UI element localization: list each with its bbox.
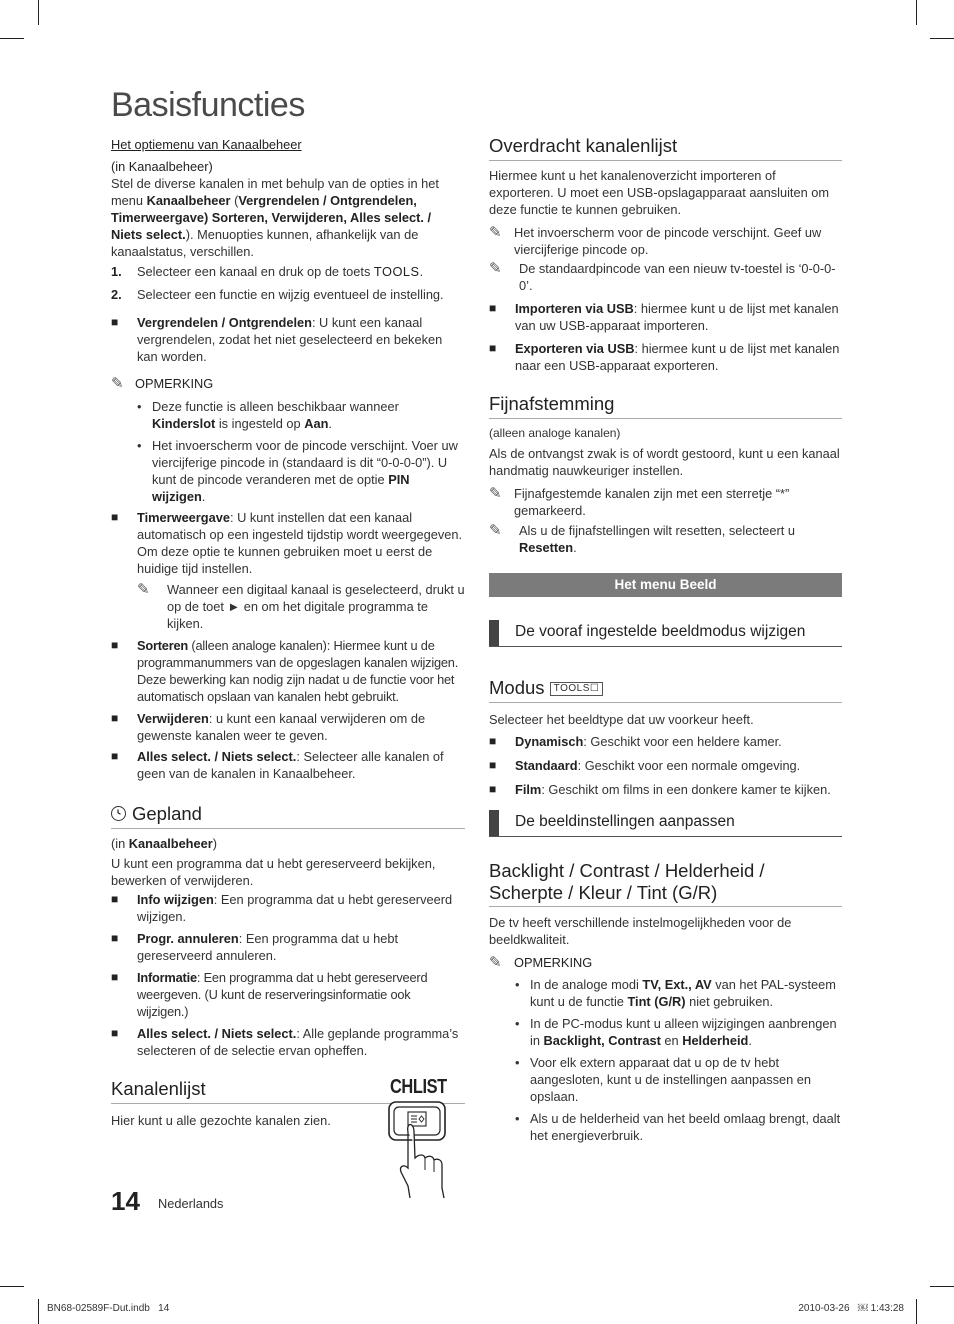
note-bullet-2: • Het invoerscherm voor de pincode verschijnt. Voer uw viercijferige pincode in (standaard is dit “0-0-0-0”). U kunt de pincode veranderen met de optie PIN wijzigen. bbox=[137, 438, 458, 504]
list-item-alles-select: ■ Alles select. / Niets select.: Selecteer alle kanalen of geen van de kanalen in Kanaalbeheer. bbox=[111, 749, 444, 781]
list-item-standaard: ■ Standaard: Geschikt voor een normale omgeving. bbox=[489, 758, 801, 773]
pencil-note-icon: ✎ bbox=[489, 224, 502, 241]
note-bullet-r3: • Voor elk extern apparaat dat u op de tv hebt aangesloten, kunt u de instellingen aanpassen en opslaan. bbox=[515, 1055, 812, 1104]
note-bullet-r2: • In de PC-modus kunt u alleen wijzigingen aanbrengen in Backlight, Contrast en Helderheid. bbox=[515, 1016, 837, 1048]
modus-intro: Selecteer het beeldtype dat uw voorkeur heeft. bbox=[489, 712, 754, 727]
square-bullet-icon: ■ bbox=[111, 638, 119, 652]
square-bullet-icon: ■ bbox=[489, 734, 497, 748]
square-bullet-icon: ■ bbox=[111, 510, 119, 524]
pencil-note-icon: ✎ bbox=[489, 522, 502, 539]
footer-date: 2010-03-26 ￼ 1:43:28 bbox=[798, 1303, 904, 1314]
square-bullet-icon: ■ bbox=[111, 711, 119, 725]
step-2: 2. Selecteer een functie en wijzig eventueel de instelling. bbox=[111, 287, 444, 302]
list-item-timerweergave: ■ Timerweergave: U kunt instellen dat een kanaal automatisch op een ingesteld tijdstip wordt weergegeven. Om deze optie te kunnen gebruiken moet u eerst de huidige tijd instellen. bbox=[111, 510, 463, 576]
square-bullet-icon: ■ bbox=[111, 970, 119, 984]
chlist-remote-illustration bbox=[386, 1076, 450, 1194]
crop-mark bbox=[38, 1299, 39, 1324]
subheading-beeldmodus: De vooraf ingestelde beeldmodus wijzigen bbox=[489, 620, 842, 647]
list-item-film: ■ Film: Geschikt om films in een donkere kamer te kijken. bbox=[489, 782, 831, 797]
step-1: 1. Selecteer een kanaal en druk op de toets TOOLS. bbox=[111, 264, 424, 279]
crop-mark bbox=[916, 1299, 917, 1324]
list-item-info-wijzigen: ■ Info wijzigen: Een programma dat u hebt gereserveerd wijzigen. bbox=[111, 892, 453, 924]
section-heading-kanalenlijst: Kanalenlijst bbox=[111, 1077, 465, 1104]
right-column bbox=[489, 134, 842, 1144]
kanalenlijst-text: Hier kunt u alle gezochte kanalen zien. bbox=[111, 1113, 331, 1128]
note-bullet-1: • Deze functie is alleen beschikbaar wanneer Kinderslot is ingesteld op Aan. bbox=[137, 399, 399, 431]
gepland-sub: (in Kanaalbeheer) bbox=[111, 836, 217, 851]
pencil-note-icon: ✎ bbox=[489, 485, 502, 502]
list-item-sorteren: ■ Sorteren (alleen analoge kanalen): Hiermee kunt u de programmanummers van de opgeslagen kanalen wijzigen. Deze bewerking kan nodig zijn nadat u de functie voor het automatisch opslaan van kanalen hebt gebruikt. bbox=[111, 638, 459, 704]
overdracht-note-2: ✎ De standaardpincode van een nieuw tv-toestel is ‘0-0-0-0’. bbox=[489, 260, 836, 293]
section-heading-gepland: Gepland bbox=[111, 802, 465, 829]
section-heading-fijnafstemming: Fijnafstemming bbox=[489, 392, 842, 419]
square-bullet-icon: ■ bbox=[489, 301, 497, 315]
page-number: 14 bbox=[111, 1186, 140, 1216]
square-bullet-icon: ■ bbox=[111, 749, 119, 763]
left-column bbox=[111, 136, 465, 1129]
fijn-sub: (alleen analoge kanalen) bbox=[489, 426, 621, 440]
square-bullet-icon: ■ bbox=[111, 892, 119, 906]
list-item-alles-select-gepland: ■ Alles select. / Niets select.: Alle geplande programma’s selecteren of de selectie ervan opheffen. bbox=[111, 1026, 459, 1058]
crop-mark bbox=[930, 1286, 954, 1287]
list-item-progr-annuleren: ■ Progr. annuleren: Een programma dat u hebt gereserveerd annuleren. bbox=[111, 931, 399, 963]
square-bullet-icon: ■ bbox=[489, 758, 497, 772]
list-item-verwijderen: ■ Verwijderen: u kunt een kanaal verwijderen om de gewenste kanalen weer te geven. bbox=[111, 711, 426, 743]
pencil-note-icon: ✎ bbox=[111, 375, 124, 392]
opmerking-heading: ✎ OPMERKING bbox=[111, 375, 214, 392]
crop-mark bbox=[0, 1286, 24, 1287]
clock-icon bbox=[111, 806, 126, 821]
overdracht-note-1: ✎ Het invoerscherm voor de pincode verschijnt. Geef uw viercijferige pincode op. bbox=[489, 224, 822, 257]
menu-beeld-bar: Het menu Beeld bbox=[489, 573, 842, 597]
section-heading-backlight: Backlight / Contrast / Helderheid / Scherpte / Kleur / Tint (G/R) bbox=[489, 860, 842, 907]
crop-mark bbox=[916, 0, 917, 25]
language-label: Nederlands bbox=[158, 1196, 224, 1211]
list-item-exporteren: ■ Exporteren via USB: hiermee kunt u de lijst met kanalen naar een USB-apparaat exporteren. bbox=[489, 341, 840, 373]
section-heading-overdracht: Overdracht kanalenlijst bbox=[489, 134, 842, 161]
crop-mark bbox=[0, 38, 24, 39]
square-bullet-icon: ■ bbox=[489, 782, 497, 796]
section-subtitle-2: (in Kanaalbeheer) bbox=[111, 159, 213, 174]
hand-pressing-button-icon bbox=[386, 1100, 450, 1200]
list-item-dynamisch: ■ Dynamisch: Geschikt voor een heldere kamer. bbox=[489, 734, 782, 749]
list-item-vergrendelen: ■ Vergrendelen / Ontgrendelen: U kunt een kanaal vergrendelen, zodat het niet geselecteerd en bekeken kan worden. bbox=[111, 315, 443, 364]
section-heading-modus: Modus TOOLS☐ bbox=[489, 676, 842, 703]
backlight-intro: De tv heeft verschillende instelmogelijkheden voor de beeldkwaliteit. bbox=[489, 915, 792, 947]
opmerking-heading-right: ✎ OPMERKING bbox=[489, 954, 593, 971]
section-subtitle: Het optiemenu van Kanaalbeheer bbox=[111, 137, 302, 152]
square-bullet-icon: ■ bbox=[111, 1026, 119, 1040]
tools-tag-icon: TOOLS☐ bbox=[550, 682, 604, 696]
fijn-intro: Als de ontvangst zwak is of wordt gestoord, kunt u een kanaal handmatig nauwkeuriger instellen. bbox=[489, 446, 840, 478]
square-bullet-icon: ■ bbox=[111, 315, 119, 329]
footer-file: BN68-02589F-Dut.indb 14 bbox=[47, 1303, 170, 1314]
intro-paragraph: Stel de diverse kanalen in met behulp van de opties in het menu Kanaalbeheer (Vergrendelen / Ontgrendelen, Timerweergave) Sorteren, Verwijderen, Alles select. / Niets select.). Menuopties kunnen, afhankelijk van de kanaalstatus, verschillen. bbox=[111, 176, 439, 259]
note-bullet-r4: • Als u de helderheid van het beeld omlaag brengt, daalt het energieverbruik. bbox=[515, 1111, 841, 1143]
note-bullet-r1: • In de analoge modi TV, Ext., AV van het PAL-systeem kunt u de functie Tint (G/R) niet gebruiken. bbox=[515, 977, 836, 1009]
fijn-note-2: ✎ Als u de fijnafstellingen wilt resetten, selecteert u Resetten. bbox=[489, 522, 795, 555]
timer-note: ✎ Wanneer een digitaal kanaal is geselecteerd, drukt u op de toet ► en om het digitale programma te kijken. bbox=[137, 581, 465, 631]
list-item-informatie: ■ Informatie: Een programma dat u hebt gereserveerd weergeven. (U kunt de reserveringsinformatie ook wijzigen.) bbox=[111, 970, 428, 1019]
fijn-note-1: ✎ Fijnafgestemde kanalen zijn met een sterretje “*” gemarkeerd. bbox=[489, 485, 790, 518]
chlist-label: CHLIST bbox=[390, 1076, 447, 1098]
square-bullet-icon: ■ bbox=[489, 341, 497, 355]
overdracht-intro: Hiermee kunt u het kanalenoverzicht importeren of exporteren. U moet een USB-opslagapparaat aansluiten om deze functie te kunnen gebruiken. bbox=[489, 168, 830, 217]
crop-mark bbox=[930, 38, 954, 39]
pencil-note-icon: ✎ bbox=[137, 581, 150, 598]
gepland-intro: U kunt een programma dat u hebt gereserveerd bekijken, bewerken of verwijderen. bbox=[111, 856, 436, 888]
pencil-note-icon: ✎ bbox=[489, 260, 502, 277]
page-title: Basisfuncties bbox=[111, 86, 305, 124]
pencil-note-icon: ✎ bbox=[489, 954, 502, 971]
subheading-beeldinstellingen: De beeldinstellingen aanpassen bbox=[489, 810, 842, 837]
square-bullet-icon: ■ bbox=[111, 931, 119, 945]
crop-mark bbox=[38, 0, 39, 25]
list-item-importeren: ■ Importeren via USB: hiermee kunt u de lijst met kanalen van uw USB-apparaat importeren. bbox=[489, 301, 839, 333]
